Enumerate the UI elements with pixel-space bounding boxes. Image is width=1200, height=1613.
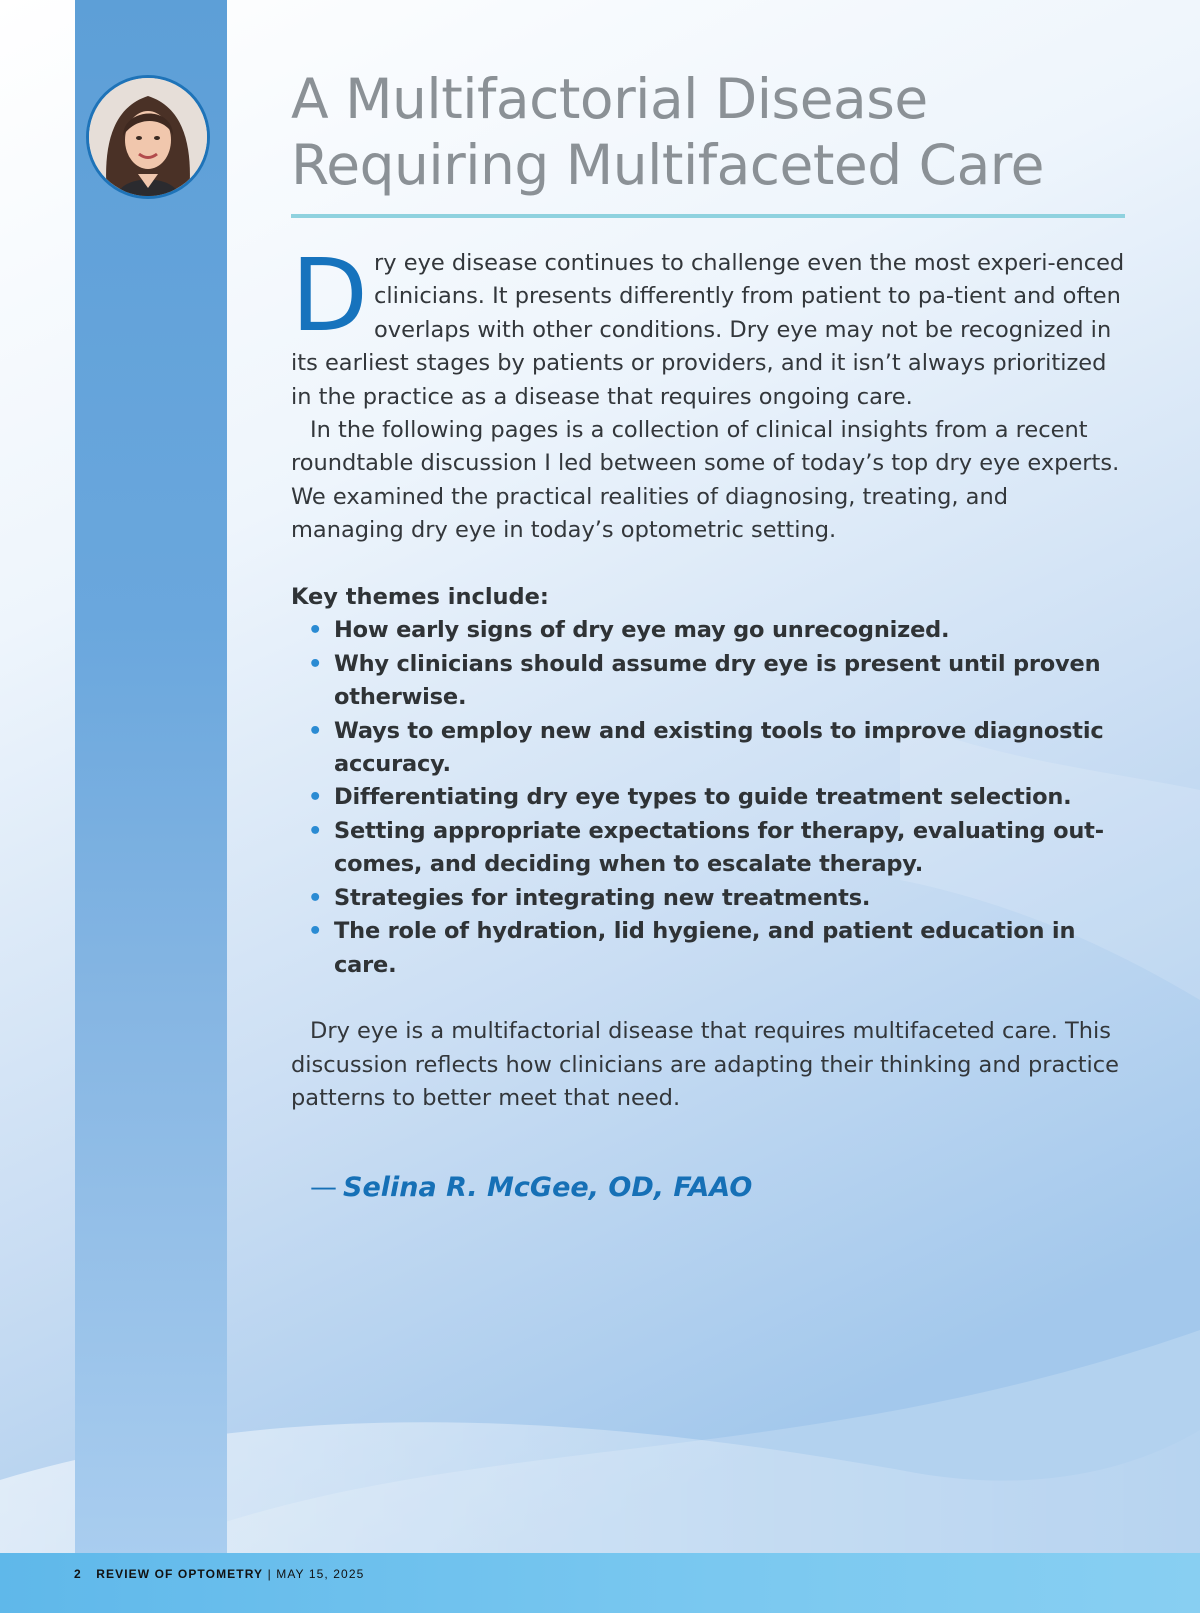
list-item: • Differentiating dry eye types to guide treatment selection. [334, 781, 1125, 814]
bullet-icon: • [308, 817, 323, 844]
bullet-icon: • [308, 918, 323, 945]
list-item: • Ways to employ new and existing tools to improve diagnostic accuracy. [334, 715, 1125, 782]
author-photo-icon [89, 78, 207, 196]
key-themes-list [291, 614, 1125, 981]
list-item: • The role of hydration, lid hygiene, and patient education in care. [334, 915, 1125, 982]
issue-date: MAY 15, 2025 [276, 1567, 365, 1581]
bullet-icon: • [308, 884, 323, 911]
title-line-2: Requiring Multifaceted Care [291, 133, 1045, 197]
article-body [291, 237, 1125, 1116]
second-paragraph: In the following pages is a collection of clinical insights from a recent roundtable discussion I led between some of today’s top dry eye experts. We examined the practical realities of diagnosing, treating, and managing dry eye in today’s optometric setting. [291, 417, 1120, 544]
intro-paragraph [291, 237, 1125, 414]
title-divider [291, 214, 1125, 218]
page-number: 2 [74, 1567, 82, 1581]
bullet-icon: • [308, 617, 323, 644]
list-item: • How early signs of dry eye may go unrecognized. [334, 614, 1125, 647]
drop-cap: D [291, 237, 369, 354]
list-item: • Strategies for integrating new treatments. [334, 882, 1125, 915]
footer-band [0, 1553, 1200, 1613]
list-item: • Why clinicians should assume dry eye is present until proven otherwise. [334, 648, 1125, 715]
footer-separator: | [267, 1567, 272, 1581]
intro-text: ry eye disease continues to challenge even the most experi-enced clinicians. It presents differently from patient to pa-tient and often overlaps with other conditions. Dry eye may not be recognized in its earliest stages by patients or providers, and it isn’t always prioritized in the practice as a disease that requires ongoing care. [291, 250, 1125, 410]
signature-dash: — [310, 1172, 337, 1203]
closing-paragraph: Dry eye is a multifactorial disease that requires multifaceted care. This discussion reflects how clinicians are adapting their thinking and practice patterns to better meet that need. [291, 1018, 1120, 1112]
page-footer [74, 1567, 364, 1581]
article-title [291, 66, 1151, 198]
author-portrait [86, 75, 210, 199]
bullet-icon: • [308, 784, 323, 811]
bullet-icon: • [308, 650, 323, 677]
bullet-icon: • [308, 717, 323, 744]
key-themes-heading: Key themes include: [291, 584, 549, 611]
signature-name: Selina R. McGee, OD, FAAO [343, 1172, 753, 1203]
left-sidebar-band [75, 0, 227, 1555]
author-signature [310, 1172, 752, 1203]
publication-name: REVIEW OF OPTOMETRY [96, 1567, 264, 1581]
list-item: • Setting appropriate expectations for therapy, evaluating out-comes, and deciding when to escalate therapy. [334, 815, 1125, 882]
title-line-1: A Multifactorial Disease [291, 67, 928, 131]
